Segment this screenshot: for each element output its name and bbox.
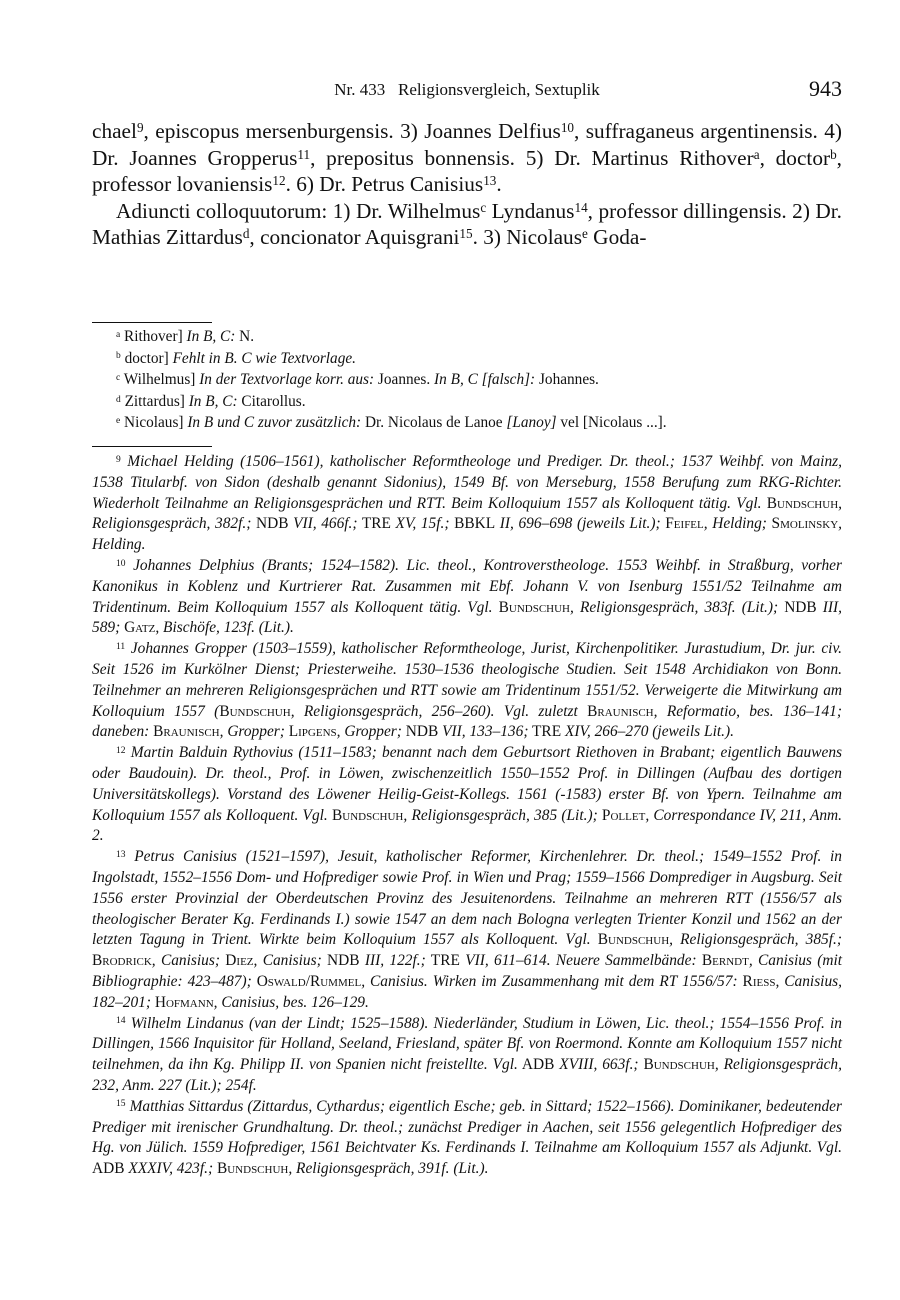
textnote-e: $^e$ Nicolaus] In B und C zuvor zusätzlich: Dr. Nicolaus de Lanoe [Lanoy] vel [Nicolaus ...].	[116, 414, 667, 432]
footnote-13: $^{13}$ Petrus Canisius (1521–1597), Jesuit, katholischer Reformer, Kirchenlehrer. Dr. theol.; 1549–1552 Prof. in Ingolstadt, 1552–1556 Dom- und Hofprediger sowie Prof. in Wien und Prag; 1559–1566 Domprediger in Augsburg. Seit 1556 erster Provinzial der Oberdeutschen Provinz des Jesuitenordens. Teilnahme an mehreren RTT (1556/57 als theologischer Berater Kg. Ferdinands I.) sowie 1547 an dem nach Bologna verlegten Trienter Konzil und 1562 an der letzten Tagung in Trient. Wirkte beim Kolloquium 1557 als Kolloquent. Vgl. Bundschuh, Religionsgespräch, 385f.; Brodrick, Canisius; Diez, Canisius; NDB III, 122f.; TRE VII, 611–614. Neuere Sammelbände: Berndt, Canisius (mit Bibliographie: 423–487); Oswald/Rummel, Canisius. Wirken im Zusammenhang mit dem RT 1556/57: Riess, Canisius, 182–201; Hofmann, Canisius, bes. 126–129.	[92, 848, 843, 1011]
textnote-ref: c	[480, 199, 487, 215]
footnote-ref: 9	[136, 120, 144, 136]
footnote-ref: 10	[560, 120, 574, 136]
footnotes	[92, 452, 842, 1180]
footnote-ref: 15	[459, 226, 473, 242]
footnote-9: $^9$ Michael Helding (1506–1561), katholischer Reformtheologe und Prediger. Dr. theol.; 1537 Weihbf. von Mainz, 1538 Titularbf. von Sidon (deshalb genannt Sidonius), 1549 Bf. von Merseburg, 1558 Berufung zum RKG-Richter. Wiederholt Teilnahme an Religionsgesprächen und RTT. Beim Kolloquium 1557 als Kolloquent tätig. Vgl. Bundschuh, Religionsgespräch, 382f.; NDB VII, 466f.; TRE XV, 15f.; BBKL II, 696–698 (jeweils Lit.); Feifel, Helding; Smolinsky, Helding.	[92, 453, 843, 554]
textnote-b: $^b$ doctor] Fehlt in B. C wie Textvorlage.	[116, 349, 356, 367]
footnote-ref: 13	[483, 173, 497, 189]
textnote-rule	[92, 322, 212, 323]
textnote-d: $^d$ Zittardus] In B, C: Citarollus.	[116, 392, 306, 410]
textnote-ref: a	[753, 146, 760, 162]
running-header	[92, 76, 842, 106]
textnote-c: $^c$ Wilhelmus] In der Textvorlage korr. aus: Joannes. In B, C [falsch]: Johannes.	[116, 371, 599, 389]
footnote-ref: 11	[297, 146, 311, 162]
textnote-ref: d	[242, 226, 250, 242]
running-title: Nr. 433 Religionsvergleich, Sextuplik	[334, 80, 600, 99]
textnote-a: $^a$ Rithover] In B, C: N.	[116, 328, 255, 345]
textnotes	[92, 326, 842, 434]
footnote-rule	[92, 446, 212, 447]
footnote-12: $^{12}$ Martin Balduin Rythovius (1511–1583; benannt nach dem Geburtsort Riethoven in Brabant; eigentlich Bauwens oder Baudouin). Dr. theol., Prof. in Löwen, zwischenzeitlich 1550–1552 Prof. in Dillingen (Aufbau des dortigen Universitätskollegs). Vorstand des Löwener Heilig-Geist-Kollegs. 1561 (-1583) erster Bf. von Ypern. Teilnahme am Kolloquium 1557 als Kolloquent. Vgl. Bundschuh, Religionsgespräch, 385 (Lit.); Pollet, Correspondance IV, 211, Anm. 2.	[92, 744, 843, 845]
footnote-14: $^{14}$ Wilhelm Lindanus (van der Lindt; 1525–1588). Niederländer, Studium in Löwen, Lic. theol.; 1554–1556 Prof. in Dillingen, 1566 Inquisitor für Holland, Seeland, Friesland, später Bf. von Roermond. Konnte am Kolloquium 1557 nicht teilnehmen, da ihn Kg. Philipp II. von Spanien nicht freistellte. Vgl. ADB XVIII, 663f.; Bundschuh, Religionsgespräch, 232, Anm. 227 (Lit.); 254f.	[92, 1014, 842, 1094]
footnote-15: $^{15}$ Matthias Sittardus (Zittardus, Cythardus; eigentlich Esche; geb. in Sittard; 1522–1566). Dominikaner, bedeutender Prediger mit irenischer Grundhaltung. Dr. theol.; zunächst Prediger in Aachen, seit 1556 gelegentlich Hofprediger des Hg. von Jülich. 1559 Hofprediger, 1561 Beichtvater Ks. Ferdinands I. Teilnahme am Kolloquium 1557 als Adjunkt. Vgl. ADB XXXIV, 423f.; Bundschuh, Religionsgespräch, 391f. (Lit.).	[92, 1097, 842, 1178]
page-number: 943	[809, 76, 842, 101]
main-text	[92, 118, 842, 251]
footnote-11: $^{11}$ Johannes Gropper (1503–1559), katholischer Reformtheologe, Jurist, Kirchenpolitiker. Jurastudium, Dr. jur. civ. Seit 1526 im Kurkölner Dienst; Priesterweihe. 1530–1536 theologische Studien. Seit 1548 Archidiakon von Bonn. Teilnehmer an mehreren Religionsgesprächen und RTT sowie am Tridentinum 1551/52. Verweigerte die Mitwirkung am Kolloquium 1557 (Bundschuh, Religionsgespräch, 256–260). Vgl. zuletzt Braunisch, Reformatio, bes. 136–141; daneben: Braunisch, Gropper; Lipgens, Gropper; NDB VII, 133–136; TRE XIV, 266–270 (jeweils Lit.).	[92, 640, 842, 741]
footnote-10: $^{10}$ Johannes Delphius (Brants; 1524–1582). Lic. theol., Kontroverstheologe. 1553 Weihbf. in Straßburg, vorher Kanonikus in Koblenz und Kurtrierer Rat. Zusammen mit Ebf. Johann V. von Isenburg 1551/52 Teilnahme am Tridentinum. Beim Kolloquium 1557 als Kolloquent tätig. Vgl. Bundschuh, Religionsgespräch, 383f. (Lit.); NDB III, 589; Gatz, Bischöfe, 123f. (Lit.).	[92, 556, 843, 637]
main-paragraph-1: chael$^9$, episcopus mersenburgensis. 3) Joannes Delfius$^{10}$, suffraganeus argentinensis. 4) Dr. Joannes Gropperus$^{11}$, prepositus bonnensis. 5) Dr. Martinus Rithover$^a$, doctor$^b$, professor lovaniensis$^{12}$. 6) Dr. Petrus Canisius$^{13}$.	[92, 119, 843, 196]
footnote-ref: 12	[272, 173, 286, 189]
main-paragraph-2: Adiuncti colloquutorum: 1) Dr. Wilhelmus$^c$ Lyndanus$^{14}$, professor dillingensis. 2) Dr. Mathias Zittardus$^d$, concionator Aquisgrani$^{15}$. 3) Nicolaus$^e$ Goda-	[92, 198, 843, 249]
footnote-ref: 14	[574, 199, 588, 215]
textnote-ref: b	[830, 146, 837, 162]
textnote-ref: e	[582, 226, 588, 242]
